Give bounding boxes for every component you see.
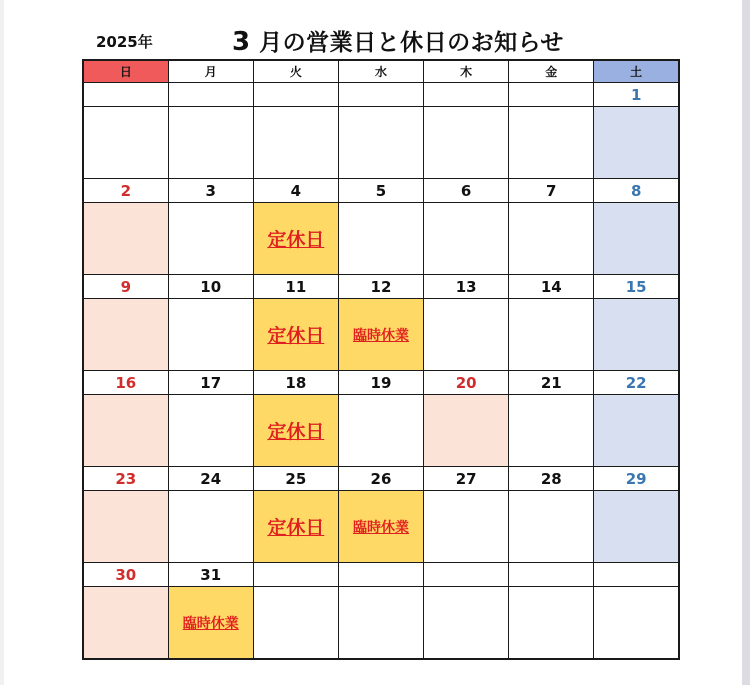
- regular-holiday-cell: [253, 395, 338, 467]
- date-cell: [424, 563, 509, 587]
- date-cell: [83, 83, 168, 107]
- title-text: 月の営業日と休日のお知らせ: [259, 30, 564, 56]
- date-cell: 16: [83, 371, 168, 395]
- week-5-body-row: [83, 491, 679, 563]
- day-body-cell: [594, 107, 679, 179]
- day-body-cell: [594, 587, 679, 660]
- date-cell: [338, 83, 423, 107]
- temporary-closure-cell: [338, 299, 423, 371]
- week-4-date-row: [83, 371, 679, 395]
- day-body-cell: [594, 491, 679, 563]
- regular-holiday-cell: [253, 299, 338, 371]
- week-5-date-row: [83, 467, 679, 491]
- day-body-cell: [83, 587, 168, 660]
- date-cell: [338, 563, 423, 587]
- weekday-wed: 水: [338, 60, 423, 83]
- date-cell: [594, 563, 679, 587]
- day-body-cell: [253, 587, 338, 660]
- date-cell: 6: [424, 179, 509, 203]
- temporary-closure-label: 臨時休業: [352, 519, 409, 536]
- page-edge-shadow: [742, 0, 750, 685]
- business-calendar: [82, 59, 680, 660]
- date-cell: 17: [168, 371, 253, 395]
- day-body-cell: [83, 299, 168, 371]
- day-body-cell: [338, 395, 423, 467]
- temporary-closure-cell: [338, 491, 423, 563]
- day-body-cell: [509, 395, 594, 467]
- regular-holiday-label: 定休日: [267, 421, 325, 443]
- day-body-cell: [168, 395, 253, 467]
- day-body-cell: [338, 587, 423, 660]
- date-cell: [253, 83, 338, 107]
- week-4-body-row: [83, 395, 679, 467]
- date-cell: 20: [424, 371, 509, 395]
- day-body-cell: [424, 299, 509, 371]
- day-body-cell: [509, 587, 594, 660]
- week-2-body-row: [83, 203, 679, 275]
- day-body-cell: [594, 395, 679, 467]
- day-body-cell: [424, 203, 509, 275]
- date-cell: 3: [168, 179, 253, 203]
- day-body-cell: [594, 203, 679, 275]
- date-cell: 27: [424, 467, 509, 491]
- day-body-cell: [83, 491, 168, 563]
- date-cell: 22: [594, 371, 679, 395]
- regular-holiday-label: 定休日: [267, 229, 325, 251]
- page-title: [232, 24, 564, 57]
- day-body-cell: [83, 395, 168, 467]
- calendar-page: [4, 0, 742, 685]
- date-cell: 9: [83, 275, 168, 299]
- day-body-cell: [338, 107, 423, 179]
- day-body-cell: [424, 587, 509, 660]
- date-cell: 23: [83, 467, 168, 491]
- date-cell: 1: [594, 83, 679, 107]
- date-cell: 10: [168, 275, 253, 299]
- week-3-date-row: [83, 275, 679, 299]
- weekday-thu: 木: [424, 60, 509, 83]
- day-body-cell: [168, 299, 253, 371]
- date-cell: 26: [338, 467, 423, 491]
- temporary-closure-label: 臨時休業: [352, 327, 409, 344]
- date-cell: 21: [509, 371, 594, 395]
- date-cell: 25: [253, 467, 338, 491]
- day-body-cell: [509, 107, 594, 179]
- date-cell: 11: [253, 275, 338, 299]
- date-cell: 4: [253, 179, 338, 203]
- week-2-date-row: [83, 179, 679, 203]
- week-1-body-row: [83, 107, 679, 179]
- day-body-cell: [253, 107, 338, 179]
- day-body-cell: [424, 107, 509, 179]
- day-body-cell: [168, 203, 253, 275]
- temporary-closure-cell: [168, 587, 253, 660]
- day-body-cell: [424, 491, 509, 563]
- week-6-body-row: [83, 587, 679, 660]
- date-cell: 30: [83, 563, 168, 587]
- week-6-date-row: [83, 563, 679, 587]
- date-cell: [168, 83, 253, 107]
- day-body-cell: [509, 299, 594, 371]
- date-cell: 12: [338, 275, 423, 299]
- temporary-closure-label: 臨時休業: [182, 615, 239, 632]
- year-label: 2025年: [96, 33, 153, 51]
- public-holiday-cell: [424, 395, 509, 467]
- day-body-cell: [509, 491, 594, 563]
- date-cell: 2: [83, 179, 168, 203]
- date-cell: 8: [594, 179, 679, 203]
- weekday-tue: 火: [253, 60, 338, 83]
- week-3-body-row: [83, 299, 679, 371]
- weekday-mon: 月: [168, 60, 253, 83]
- date-cell: 29: [594, 467, 679, 491]
- date-cell: [253, 563, 338, 587]
- day-body-cell: [338, 203, 423, 275]
- weekday-header-row: [83, 60, 679, 83]
- date-cell: 18: [253, 371, 338, 395]
- date-cell: 5: [338, 179, 423, 203]
- weekday-sun: 日: [83, 60, 168, 83]
- date-cell: 13: [424, 275, 509, 299]
- date-cell: 28: [509, 467, 594, 491]
- date-cell: [509, 83, 594, 107]
- weekday-sat: 土: [594, 60, 679, 83]
- title-month-number: 3: [232, 27, 251, 57]
- date-cell: 19: [338, 371, 423, 395]
- day-body-cell: [168, 107, 253, 179]
- regular-holiday-label: 定休日: [267, 517, 325, 539]
- date-cell: 14: [509, 275, 594, 299]
- date-cell: 7: [509, 179, 594, 203]
- date-cell: 24: [168, 467, 253, 491]
- day-body-cell: [168, 491, 253, 563]
- regular-holiday-label: 定休日: [267, 325, 325, 347]
- day-body-cell: [83, 203, 168, 275]
- date-cell: [424, 83, 509, 107]
- weekday-fri: 金: [509, 60, 594, 83]
- regular-holiday-cell: [253, 203, 338, 275]
- regular-holiday-cell: [253, 491, 338, 563]
- week-1-date-row: [83, 83, 679, 107]
- day-body-cell: [594, 299, 679, 371]
- day-body-cell: [509, 203, 594, 275]
- date-cell: [509, 563, 594, 587]
- day-body-cell: [83, 107, 168, 179]
- date-cell: 15: [594, 275, 679, 299]
- date-cell: 31: [168, 563, 253, 587]
